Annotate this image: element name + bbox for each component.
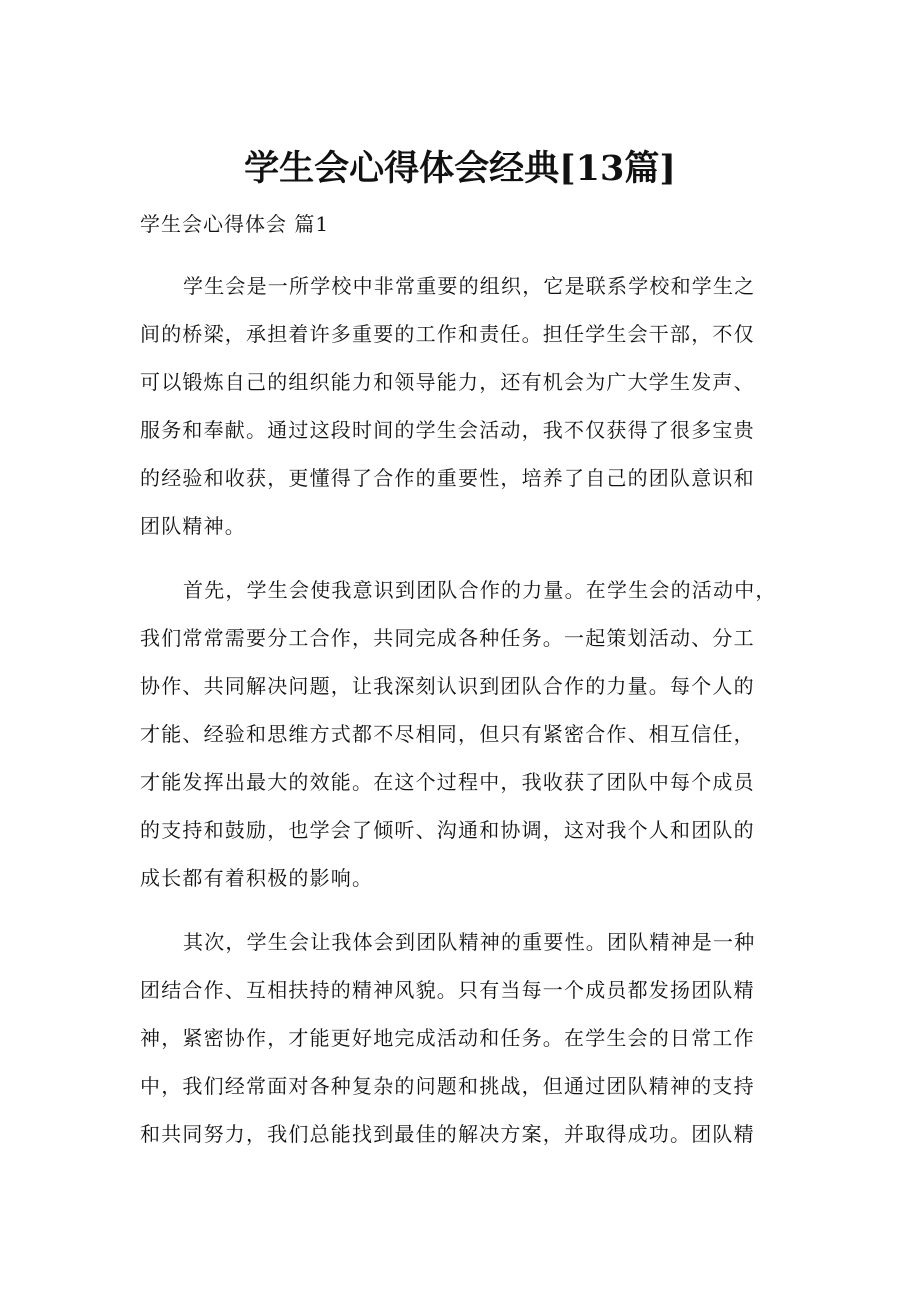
text-line: 团结合作、互相扶持的精神风貌。只有当每一个成员都发扬团队精 bbox=[140, 978, 755, 1002]
text-line: 的支持和鼓励，也学会了倾听、沟通和协调，这对我个人和团队的 bbox=[140, 818, 755, 842]
text-line: 其次，学生会让我体会到团队精神的重要性。团队精神是一种 bbox=[183, 930, 756, 954]
text-line: 可以锻炼自己的组织能力和领导能力，还有机会为广大学生发声、 bbox=[140, 370, 755, 394]
text-line: 间的桥梁，承担着许多重要的工作和责任。担任学生会干部，不仅 bbox=[140, 322, 755, 346]
text-line: 和共同努力，我们总能找到最佳的解决方案，并取得成功。团队精 bbox=[140, 1122, 755, 1146]
text-line: 服务和奉献。通过这段时间的学生会活动，我不仅获得了很多宝贵 bbox=[140, 418, 755, 442]
text-line: 中，我们经常面对各种复杂的问题和挑战，但通过团队精神的支持 bbox=[140, 1074, 755, 1098]
text-line: 团队精神。 bbox=[140, 514, 246, 538]
text-line: 的经验和收获，更懂得了合作的重要性，培养了自己的团队意识和 bbox=[140, 466, 755, 490]
paragraph-1 bbox=[140, 262, 800, 550]
text-line: 我们常常需要分工合作，共同完成各种任务。一起策划活动、分工 bbox=[140, 626, 755, 650]
paragraph-2 bbox=[140, 566, 800, 902]
text-line: 学生会是一所学校中非常重要的组织，它是联系学校和学生之 bbox=[183, 274, 756, 298]
document-title: 学生会心得体会经典[13篇] bbox=[244, 148, 676, 189]
text-line: 神，紧密协作，才能更好地完成活动和任务。在学生会的日常工作 bbox=[140, 1026, 755, 1050]
text-line: 才能发挥出最大的效能。在这个过程中，我收获了团队中每个成员 bbox=[140, 770, 755, 794]
section-heading: 学生会心得体会 篇1 bbox=[140, 212, 330, 236]
paragraph-3 bbox=[140, 918, 800, 1158]
text-line: 协作、共同解决问题，让我深刻认识到团队合作的力量。每个人的 bbox=[140, 674, 755, 698]
text-line: 才能、经验和思维方式都不尽相同，但只有紧密合作、相互信任， bbox=[140, 722, 755, 746]
text-line: 首先，学生会使我意识到团队合作的力量。在学生会的活动中， bbox=[183, 578, 777, 602]
text-line: 成长都有着积极的影响。 bbox=[140, 866, 374, 890]
